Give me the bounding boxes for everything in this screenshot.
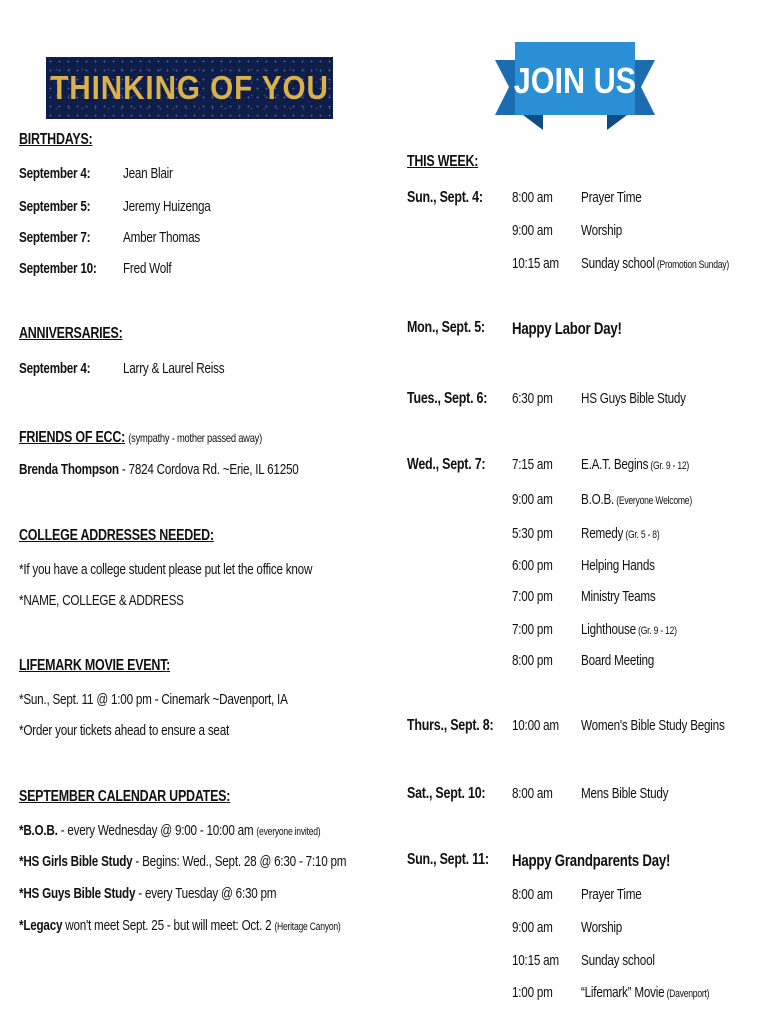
event-name: Women's Bible Study Begins — [581, 717, 725, 734]
birthday-name: Fred Wolf — [123, 260, 172, 277]
day-label: Mon., Sept. 5: — [407, 319, 485, 336]
event-name: Worship — [581, 919, 623, 936]
event-name: B.O.B. — [581, 491, 615, 508]
day-label: Sun., Sept. 11: — [407, 851, 489, 868]
event-name: Ministry Teams — [581, 588, 656, 605]
event-name: Prayer Time — [581, 189, 642, 206]
event-time: 10:15 am — [512, 255, 559, 272]
calendar-item-text: - Begins: Wed., Sept. 28 @ 6:30 - 7:10 pm — [132, 853, 347, 870]
join-us-text: JOIN US — [513, 61, 637, 102]
calendar-item-label: *HS Guys Bible Study — [19, 885, 136, 902]
day-headline: Happy Labor Day! — [512, 319, 622, 338]
event-line — [581, 588, 656, 605]
event-line — [581, 652, 654, 669]
event-time: 7:00 pm — [512, 621, 553, 638]
event-line — [581, 557, 655, 574]
event-name: Worship — [581, 222, 623, 239]
birthday-name: Jean Blair — [123, 165, 173, 182]
event-note: (Gr. 9 - 12) — [635, 625, 677, 637]
friends-heading-line: FRIENDS OF ECC: (sympathy - mother passed away) — [19, 429, 263, 446]
event-time: 5:30 pm — [512, 525, 553, 542]
calendar-item — [19, 822, 320, 839]
event-time: 9:00 am — [512, 222, 553, 239]
friends-address: - 7824 Cordova Rd. ~Erie, IL 61250 — [118, 461, 299, 478]
this-week-heading: THIS WEEK: — [407, 153, 479, 170]
event-time: 7:15 am — [512, 456, 553, 473]
anniversary-name: Larry & Laurel Reiss — [123, 360, 225, 377]
calendar-item-label: *HS Girls Bible Study — [19, 853, 133, 870]
day-label: Wed., Sept. 7: — [407, 456, 486, 473]
college-line-1: *If you have a college student please put let the office know — [19, 561, 313, 578]
day-label: Thurs., Sept. 8: — [407, 717, 494, 734]
event-time: 8:00 am — [512, 189, 553, 206]
event-line — [581, 717, 725, 734]
day-headline: Happy Grandparents Day! — [512, 851, 671, 870]
day-label: Tues., Sept. 6: — [407, 390, 488, 407]
event-note: (Gr. 5 - 8) — [623, 529, 660, 541]
event-time: 9:00 am — [512, 491, 553, 508]
event-line — [581, 222, 622, 239]
event-note: (Promotion Sunday) — [654, 259, 729, 271]
event-name: Sunday school — [581, 255, 655, 272]
lifemark-heading: LIFEMARK MOVIE EVENT: — [19, 657, 171, 674]
friends-line — [19, 461, 299, 478]
birthday-date: September 7: — [19, 229, 91, 246]
event-name: Remedy — [581, 525, 624, 542]
birthday-date: September 5: — [19, 198, 91, 215]
event-name: Helping Hands — [581, 557, 655, 574]
day-label: Sun., Sept. 4: — [407, 189, 483, 206]
event-line — [581, 621, 677, 638]
birthdays-heading: BIRTHDAYS: — [19, 131, 93, 148]
birthday-date: September 10: — [19, 260, 97, 277]
event-name: HS Guys Bible Study — [581, 390, 686, 407]
event-time: 8:00 am — [512, 785, 553, 802]
calendar-item-note: (everyone invited) — [256, 826, 321, 838]
event-name: E.A.T. Begins — [581, 456, 649, 473]
thinking-of-you-banner — [46, 57, 333, 119]
college-heading: COLLEGE ADDRESSES NEEDED: — [19, 527, 214, 544]
friends-note: (sympathy - mother passed away) — [128, 431, 263, 445]
event-note: (Davenport) — [664, 988, 710, 1000]
event-line — [581, 886, 641, 903]
event-line — [581, 491, 692, 508]
calendar-item-label: *B.O.B. — [19, 822, 58, 839]
lifemark-line-2: *Order your tickets ahead to ensure a seat — [19, 722, 230, 739]
calendar-item — [19, 885, 276, 902]
calendar-item — [19, 853, 346, 870]
anniversary-date: September 4: — [19, 360, 91, 377]
event-time: 6:30 pm — [512, 390, 553, 407]
event-name: Mens Bible Study — [581, 785, 669, 802]
calendar-item-text: - every Tuesday @ 6:30 pm — [135, 885, 277, 902]
event-line — [581, 390, 686, 407]
event-name: Prayer Time — [581, 886, 642, 903]
event-time: 9:00 am — [512, 919, 553, 936]
lifemark-line-1: *Sun., Sept. 11 @ 1:00 pm - Cinemark ~Davenport, IA — [19, 691, 288, 708]
event-note: (Gr. 9 - 12) — [648, 460, 690, 472]
event-line — [581, 189, 641, 206]
event-line — [581, 785, 668, 802]
event-name: Board Meeting — [581, 652, 655, 669]
event-time: 7:00 pm — [512, 588, 553, 605]
event-name: Sunday school — [581, 952, 655, 969]
event-time: 10:00 am — [512, 717, 559, 734]
birthday-date: September 4: — [19, 165, 91, 182]
birthday-name: Amber Thomas — [123, 229, 200, 246]
calendar-item — [19, 917, 341, 934]
day-label: Sat., Sept. 10: — [407, 785, 486, 802]
event-line — [581, 525, 659, 542]
college-line-2: *NAME, COLLEGE & ADDRESS — [19, 592, 184, 609]
event-line — [581, 984, 709, 1001]
event-name: Lighthouse — [581, 621, 636, 638]
calendar-item-text: won't meet Sept. 25 - but will meet: Oct. 2 — [62, 917, 275, 934]
event-time: 10:15 am — [512, 952, 559, 969]
event-time: 8:00 pm — [512, 652, 553, 669]
event-line — [581, 456, 689, 473]
event-time: 1:00 pm — [512, 984, 553, 1001]
birthday-name: Jeremy Huizenga — [123, 198, 211, 215]
event-time: 6:00 pm — [512, 557, 553, 574]
friends-heading: FRIENDS OF ECC — [19, 429, 122, 446]
event-line — [581, 919, 622, 936]
event-note: (Everyone Welcome) — [614, 495, 692, 507]
friends-name: Brenda Thompson — [19, 461, 119, 478]
event-name: “Lifemark” Movie — [581, 984, 665, 1001]
calendar-item-note: (Heritage Canyon) — [274, 921, 341, 933]
banner-title: THINKING OF YOU — [50, 69, 329, 106]
event-time: 8:00 am — [512, 886, 553, 903]
event-line — [581, 952, 655, 969]
calendar-heading: SEPTEMBER CALENDAR UPDATES: — [19, 788, 231, 805]
event-line — [581, 255, 729, 272]
calendar-item-label: *Legacy — [19, 917, 63, 934]
anniversaries-heading: ANNIVERSARIES: — [19, 325, 123, 342]
join-us-ribbon — [495, 40, 655, 135]
calendar-item-text: - every Wednesday @ 9:00 - 10:00 am — [57, 822, 257, 839]
